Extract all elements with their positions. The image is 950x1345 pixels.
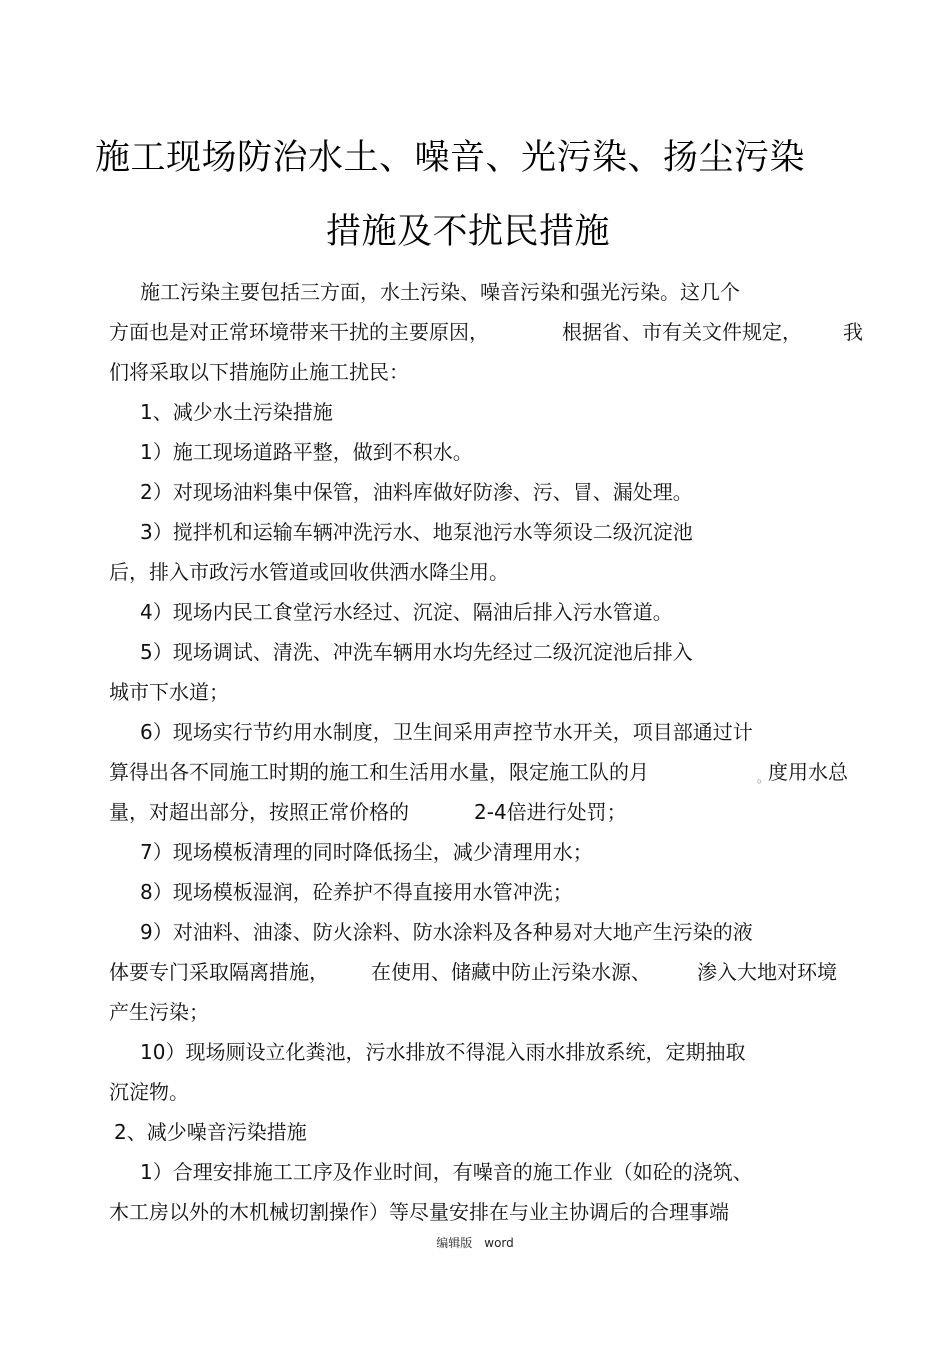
body-line: 2-4倍进行处罚； (474, 800, 627, 824)
body-line: 城市下水道； (109, 680, 229, 704)
body-line: 后，排入市政污水管道或回收供洒水降尘用。 (109, 560, 509, 584)
body-line: 们将采取以下措施防止施工扰民： (109, 360, 409, 384)
body-line: 3）搅拌机和运输车辆冲洗污水、地泵池污水等须设二级沉淀池 (140, 520, 693, 544)
body-line: 我 (843, 320, 863, 344)
body-line: 4）现场内民工食堂污水经过、沉淀、隔油后排入污水管道。 (140, 600, 673, 624)
body-line: 1）合理安排施工工序及作业时间，有噪音的施工作业（如砼的浇筑、 (140, 1160, 753, 1184)
stray-mark: 。 (757, 771, 770, 785)
body-line: 体要专门采取隔离措施， (109, 960, 329, 984)
document-title-line-2: 措施及不扰民措施 (326, 212, 611, 252)
body-line: 5）现场调试、清洗、冲洗车辆用水均先经过二级沉淀池后排入 (140, 640, 693, 664)
body-line: 2）对现场油料集中保管，油料库做好防渗、污、冒、漏处理。 (140, 480, 693, 504)
body-line: 度用水总 (768, 760, 848, 784)
body-line: 在使用、储藏中防止污染水源、 (371, 960, 651, 984)
body-line: 沉淀物。 (109, 1080, 189, 1104)
body-line: 渗入大地对环境 (697, 960, 837, 984)
body-line: 方面也是对正常环境带来干扰的主要原因， (109, 320, 489, 344)
body-line: 10）现场厕设立化粪池，污水排放不得混入雨水排放系统，定期抽取 (140, 1040, 746, 1064)
body-line: 施工污染主要包括三方面，水土污染、噪音污染和强光污染。这几个 (140, 280, 740, 304)
document-title-line-1: 施工现场防治水土、噪音、光污染、扬尘污染 (95, 138, 806, 178)
page-footer: 编辑版 word (436, 1236, 514, 1250)
body-line: 9）对油料、油漆、防火涂料、防水涂料及各种易对大地产生污染的液 (140, 920, 753, 944)
body-line: 7）现场模板清理的同时降低扬尘，减少清理用水； (140, 840, 593, 864)
body-line: 木工房以外的木机械切割操作）等尽量安排在与业主协调后的合理事端 (109, 1200, 729, 1224)
body-line: 量，对超出部分，按照正常价格的 (109, 800, 409, 824)
body-line: 产生污染； (109, 1000, 209, 1024)
body-line: 算得出各不同施工时期的施工和生活用水量，限定施工队的月 (109, 760, 649, 784)
body-line: 6）现场实行节约用水制度，卫生间采用声控节水开关，项目部通过计 (140, 720, 753, 744)
section-heading: 1、减少水土污染措施 (140, 400, 333, 424)
body-line: 8）现场模板湿润，砼养护不得直接用水管冲洗； (140, 880, 573, 904)
body-line: 根据省、市有关文件规定， (562, 320, 802, 344)
section-heading: 2、减少噪音污染措施 (114, 1120, 307, 1144)
body-line: 1）施工现场道路平整，做到不积水。 (140, 440, 473, 464)
